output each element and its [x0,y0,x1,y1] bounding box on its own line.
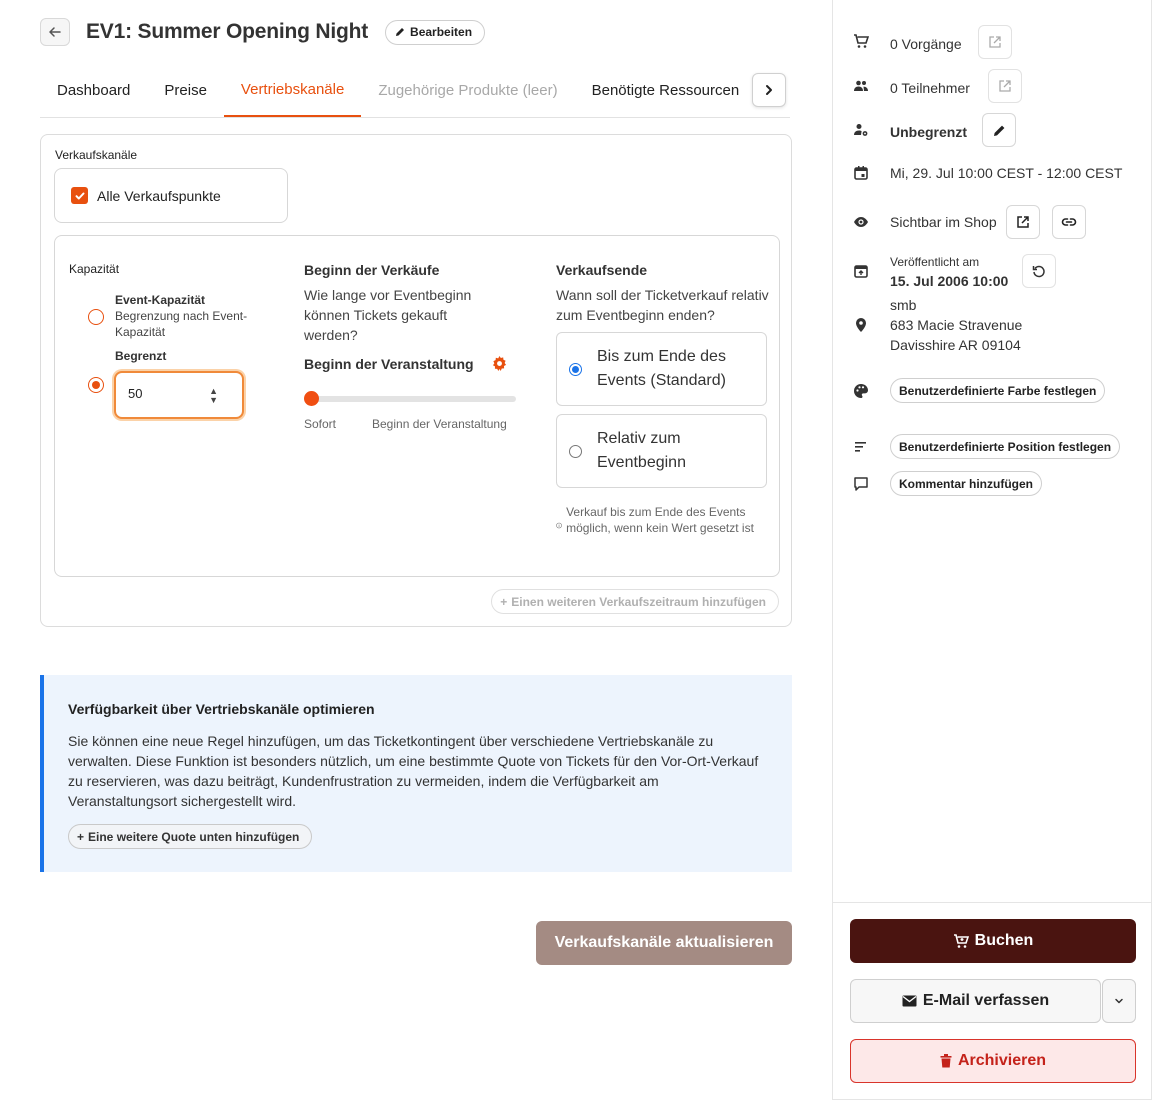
slider-max-label: Beginn der Veranstaltung [372,417,507,431]
edit-button[interactable] [385,20,485,45]
palette-icon [853,383,869,399]
archive-button[interactable] [850,1039,1136,1083]
all-sales-points-label: Alle Verkaufspunkte [97,187,221,204]
add-quota-button[interactable] [68,824,312,849]
sales-start-slider-track[interactable] [305,396,516,402]
tab-bar [40,64,790,118]
edit-label: Bearbeiten [410,25,473,39]
capacity-value-field[interactable] [128,386,198,401]
location-name: smb [890,297,917,313]
page-header [40,18,485,46]
book-button[interactable] [850,919,1136,963]
event-capacity-description: Begrenzung nach Event-Kapazität [115,309,248,339]
published-date: 15. Jul 2006 10:00 [890,273,1009,289]
info-icon [556,520,562,531]
radio-unselected-icon [569,445,582,458]
tabs-scroll-right-button[interactable] [752,73,786,107]
link-icon [1061,214,1077,230]
cart-icon [853,33,869,49]
relative-to-start-option[interactable] [556,414,767,488]
copy-link-button[interactable] [1052,205,1086,239]
capacity-value: Unbegrenzt [890,124,967,140]
people-icon [853,78,869,94]
sort-lines-icon [853,439,869,455]
published-label: Veröffentlicht am [890,255,980,269]
sales-channel-card [40,134,792,627]
location-pin-icon [853,317,869,333]
participants-count: 0 Teilnehmer [890,80,970,96]
page-title: EV1: Summer Opening Night [86,20,369,43]
tab-dashboard[interactable]: Dashboard [57,82,131,99]
cart-plus-icon [953,933,969,949]
sales-period-box [54,235,780,577]
sales-end-question: Wann soll der Ticketverkauf relativ zum Eventbeginn enden? [556,287,769,323]
tab-prices[interactable]: Preise [164,82,207,99]
capacity-label: Kapazität [69,262,120,276]
location-city: Davisshire AR 09104 [890,337,1021,353]
limited-title: Begrenzt [115,349,167,363]
pencil-icon [395,27,405,37]
main-content [40,0,792,1100]
limited-radio[interactable] [88,377,104,393]
location-street: 683 Macie Stravenue [890,317,1023,333]
tab-related-products: Zugehörige Produkte (leer) [378,82,558,99]
checkbox-checked-icon [71,187,88,204]
archive-label: Archivieren [957,1052,1047,1069]
availability-info-box [40,675,792,872]
until-event-end-label: Bis zum Ende des Events (Standard) [597,348,726,389]
event-start-heading: Beginn der Veranstaltung [304,356,474,372]
add-sales-period-button [491,589,779,614]
tab-required-resources[interactable]: Benötigte Ressourcen [591,82,740,99]
add-sales-period-label: Einen weiteren Verkaufszeitraum hinzufügen [511,594,766,609]
event-datetime: Mi, 29. Jul 10:00 CEST - 12:00 CEST [890,165,1123,181]
sales-end-hint [556,504,771,536]
open-participants-button[interactable] [988,69,1022,103]
slider-min-label: Sofort [304,417,337,431]
person-settings-icon [853,122,869,138]
plus-icon: + [77,829,85,844]
sales-start-heading: Beginn der Verkäufe [304,262,440,278]
edit-capacity-button[interactable] [982,113,1016,147]
chevron-right-icon [763,84,775,96]
limited-capacity-input[interactable] [114,371,244,419]
open-orders-button[interactable] [978,25,1012,59]
external-link-icon [988,35,1002,49]
book-label: Buchen [974,932,1034,949]
reset-publish-date-button[interactable] [1022,254,1056,288]
tab-sales-channels[interactable]: Vertriebskanäle [224,64,361,117]
calendar-icon [853,165,869,181]
info-heading: Verfügbarkeit über Vertriebskanäle optimieren [68,701,375,717]
pencil-icon [993,124,1006,137]
set-custom-color-button[interactable]: Benutzerdefinierte Farbe festlegen [890,378,1105,403]
visibility-status: Sichtbar im Shop [890,214,997,230]
sales-start-question: Wie lange vor Eventbeginn können Tickets gekauft werden? [304,287,472,343]
plus-icon: + [500,594,508,609]
sales-start-slider-handle[interactable] [304,391,319,406]
relative-to-start-label: Relativ zum Eventbeginn [597,430,686,471]
sales-channels-label: Verkaufskanäle [55,148,138,162]
email-options-dropdown[interactable] [1102,979,1136,1023]
stepper-icon[interactable]: ▲ ▼ [209,386,218,405]
add-quota-label: Eine weitere Quote unten hinzufügen [88,829,300,844]
actions-divider [833,902,1151,903]
trash-icon [940,1054,952,1068]
back-button[interactable] [40,18,70,46]
open-in-shop-button[interactable] [1006,205,1040,239]
refresh-icon [1032,264,1046,278]
gear-icon[interactable] [492,356,507,371]
external-link-icon [1016,215,1030,229]
event-capacity-radio[interactable] [88,309,104,325]
eye-icon [853,214,869,230]
external-link-icon [998,79,1012,93]
info-text: Sie können eine neue Regel hinzufügen, um das Ticketkontingent über verschiedene Vertriebskanäle zu verwalten. Diese Funktion ist besonders nützlich, um eine bestimmte Quote von Tickets für den Vor-Ort-Verkauf zu reservieren, was dazu beiträgt, Kundenfrustration zu vermeiden, indem die Verfügbarkeit am Veranstaltungsort sichergestellt wird. [68,733,759,809]
event-capacity-title: Event-Kapazität [115,293,206,307]
set-custom-position-button[interactable]: Benutzerdefinierte Position festlegen [890,434,1120,459]
calendar-publish-icon [853,263,869,279]
radio-selected-icon [569,363,582,376]
sales-end-hint-text: Verkauf bis zum Ende des Events möglich, wenn kein Wert gesetzt ist [566,505,754,535]
chevron-down-icon [1114,996,1124,1006]
sales-end-heading: Verkaufsende [556,262,648,278]
arrow-left-icon [47,24,63,40]
envelope-icon [902,995,917,1007]
event-sidebar [832,0,1152,1100]
comment-icon [853,476,869,492]
orders-count: 0 Vorgänge [890,36,962,52]
update-sales-channels-button[interactable]: Verkaufskanäle aktualisieren [536,921,792,965]
add-comment-button[interactable]: Kommentar hinzufügen [890,471,1042,496]
until-event-end-option[interactable] [556,332,767,406]
compose-email-label: E-Mail verfassen [922,992,1050,1009]
compose-email-button[interactable] [850,979,1101,1023]
all-sales-points-checkbox[interactable] [54,168,288,223]
